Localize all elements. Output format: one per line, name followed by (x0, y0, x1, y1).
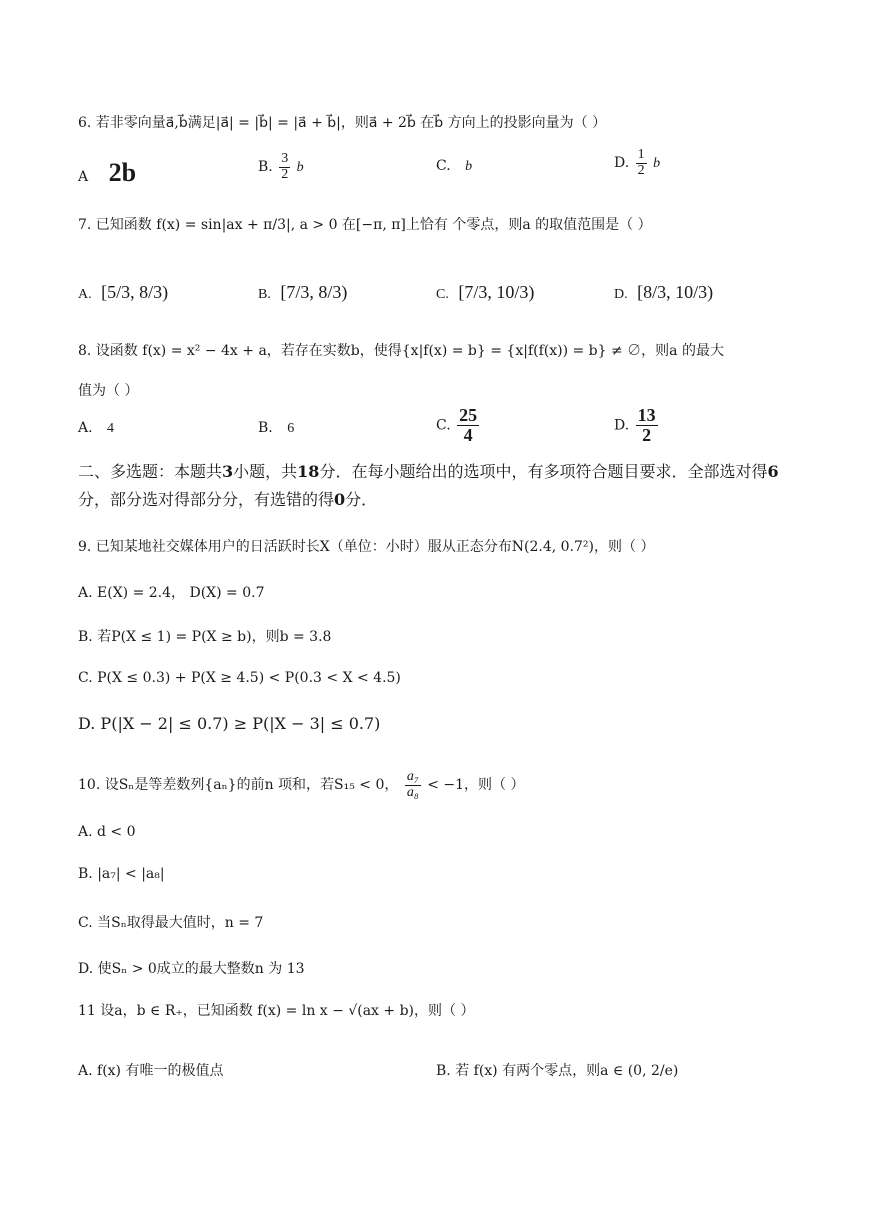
section-2-text-3: 分．在每小题给出的选项中，有多项符合题目要求．全部选对得 (319, 462, 768, 481)
q6-option-c-value: b⃗ (465, 159, 484, 174)
q9-option-d: D. P(|X − 2| ≤ 0.7) ≥ P(|X − 3| ≤ 0.7) (78, 714, 381, 733)
q8-option-d-denominator: 2 (642, 424, 652, 445)
q7-option-d-value: [8/3, 10/3) (637, 282, 714, 302)
q6-option-b-label: B. (258, 159, 273, 176)
q8-option-c-fraction (457, 406, 479, 445)
section-2-instructions (78, 458, 798, 514)
section-2-text-4: 分，部分选对得部分分，有选错的得 (78, 490, 335, 509)
q7-option-c-value: [7/3, 10/3) (458, 282, 535, 302)
q8-stem-continued: 值为（ ） (78, 383, 139, 399)
q7-option-d-label: D. (614, 287, 628, 302)
q8-option-d-numerator: 13 (637, 405, 656, 425)
q10-stem (78, 770, 524, 800)
q6-option-a-value: 2b⃗ (108, 158, 157, 187)
q7-option-d (614, 282, 713, 303)
section-2-text-1: 二、多选题：本题共 (78, 462, 223, 481)
q7-option-a-label: A. (78, 287, 92, 302)
q6-option-d-label: D. (614, 155, 630, 172)
q10-stem-part-2: < −1，则（ ） (427, 777, 525, 794)
q8-option-c-label: C. (436, 417, 451, 434)
q10-fraction (405, 770, 421, 800)
q10-option-b: B. |a₇| < |a₈| (78, 866, 165, 882)
q6-option-a (78, 158, 156, 188)
q6-option-d-denominator: 2 (637, 162, 645, 178)
q11-option-b: B. 若 f(x) 有两个零点，则a ∈ (0, 2/e) (436, 1063, 679, 1079)
q8-option-b-value: 6 (287, 421, 295, 436)
q7-option-b (258, 282, 347, 303)
q8-option-b (258, 420, 294, 437)
q6-option-d-fraction (636, 148, 647, 178)
q7-option-b-value: [7/3, 8/3) (280, 282, 348, 302)
section-2-count: 3 (222, 462, 234, 481)
q6-option-b-fraction (279, 152, 290, 182)
q8-option-d-fraction (636, 406, 658, 445)
q6-option-b (258, 152, 315, 182)
q10-fraction-denominator: a₈ (406, 784, 419, 800)
q7-option-a (78, 282, 168, 303)
q9-option-b: B. 若P(X ≤ 1) = P(X ≥ b)，则b = 3.8 (78, 629, 332, 645)
q10-option-a: A. d < 0 (78, 824, 136, 840)
q8-option-a-label: A. (78, 420, 93, 436)
q8-option-b-label: B. (258, 420, 273, 436)
q7-option-b-label: B. (258, 287, 271, 302)
q8-option-c-numerator: 25 (459, 405, 478, 425)
section-2-wrong-points: 0 (334, 490, 346, 509)
q6-option-a-label: A (78, 169, 89, 185)
q11-stem: 11 设a，b ∈ R₊，已知函数 f(x) = ln x − √(ax + b)，则（ ） (78, 1003, 475, 1019)
q7-option-c (436, 282, 534, 303)
q10-option-c: C. 当Sₙ取得最大值时，n = 7 (78, 915, 264, 931)
q8-option-d (614, 406, 660, 445)
section-2-text-5: 分． (345, 490, 378, 509)
q6-option-b-var: b⃗ (296, 160, 315, 176)
q6-option-d-var: b⃗ (653, 156, 671, 172)
q10-stem-part-1: 10. 设Sₙ是等差数列{aₙ}的前n 项和，若S₁₅ < 0， (78, 777, 399, 794)
q6-option-b-numerator: 3 (281, 151, 289, 166)
q7-stem: 7. 已知函数 f(x) = sin|ax + π/3|, a > 0 在[−π, π]上恰有 个零点，则a 的取值范围是（ ） (78, 217, 652, 233)
q6-stem: 6. 若非零向量a⃗,b⃗满足|a⃗| = |b⃗| = |a⃗ + b⃗|，则a⃗ + 2b⃗ 在b⃗ 方向上的投影向量为（ ） (78, 115, 607, 131)
q6-option-c-label: C. (436, 158, 451, 174)
q8-option-a (78, 420, 114, 437)
q9-option-a: A. E(X) = 2.4， D(X) = 0.7 (78, 585, 265, 601)
q10-option-d: D. 使Sₙ > 0成立的最大整数n 为 13 (78, 961, 305, 977)
q8-option-c-denominator: 4 (463, 424, 473, 445)
section-2-full-points: 6 (767, 462, 779, 481)
q6-option-c (436, 158, 483, 175)
q7-option-a-value: [5/3, 8/3) (101, 282, 169, 302)
q8-option-a-value: 4 (107, 421, 115, 436)
q8-option-d-label: D. (614, 417, 630, 434)
q10-fraction-numerator: a₇ (406, 769, 419, 784)
q8-option-c (436, 406, 481, 445)
q9-option-c: C. P(X ≤ 0.3) + P(X ≥ 4.5) < P(0.3 < X < 4.5) (78, 670, 401, 686)
q7-option-c-label: C. (436, 287, 449, 302)
q6-option-d-numerator: 1 (637, 147, 645, 162)
section-2-text-2: 小题，共 (233, 462, 298, 481)
q8-stem: 8. 设函数 f(x) = x² − 4x + a，若存在实数b，使得{x|f(x) = b} = {x|f(f(x)) = b} ≠ ∅，则a 的最大 (78, 343, 724, 359)
q6-option-d (614, 148, 671, 178)
section-2-points: 18 (297, 462, 320, 481)
q6-option-b-denominator: 2 (281, 166, 289, 182)
q11-option-a: A. f(x) 有唯一的极值点 (78, 1063, 224, 1079)
q9-stem: 9. 已知某地社交媒体用户的日活跃时长X（单位：小时）服从正态分布N(2.4, 0.7²)，则（ ） (78, 539, 655, 555)
